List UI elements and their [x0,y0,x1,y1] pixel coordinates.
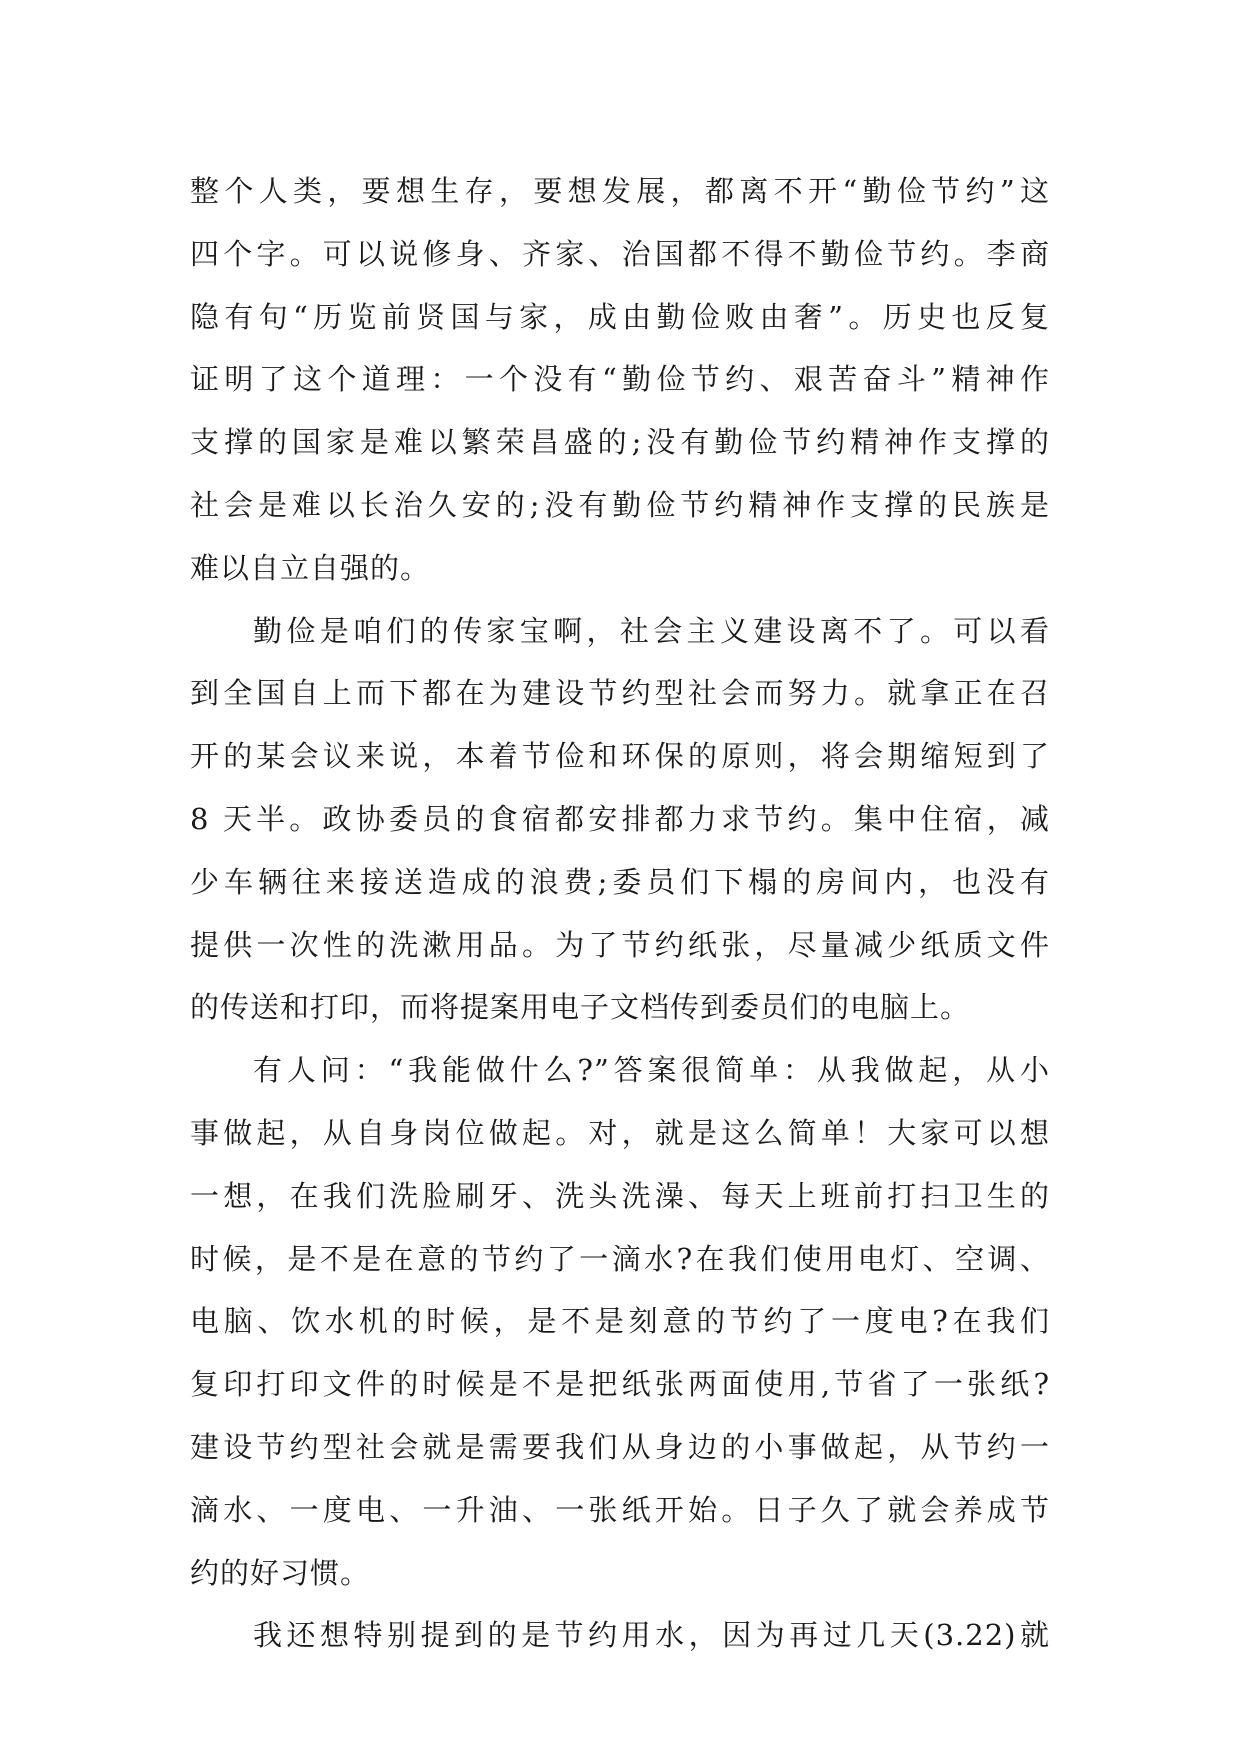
text-line: 提供一次性的洗漱用品。为了节约纸张，尽量减少纸质文件 [190,927,1050,962]
text-line: 隐有句“历览前贤国与家，成由勤俭败由奢”。历史也反复 [190,299,1050,334]
text-line: 建设节约型社会就是需要我们从身边的小事做起，从节约一 [190,1429,1050,1464]
text-line: 8 天半。政协委员的食宿都安排都力求节约。集中住宿，减 [190,801,1050,836]
text-line: 支撑的国家是难以繁荣昌盛的;没有勤俭节约精神作支撑的 [190,425,1050,460]
text-line: 约的好习惯。 [190,1555,371,1590]
text-line: 社会是难以长治久安的;没有勤俭节约精神作支撑的民族是 [190,487,1050,522]
text-line: 整个人类，要想生存，要想发展，都离不开“勤俭节约”这 [190,174,1050,208]
text-line: 到全国自上而下都在为建设节约型社会而努力。就拿正在召 [190,676,1050,711]
text-line: 难以自立自强的。 [190,550,431,585]
text-line: 我还想特别提到的是节约用水，因为再过几天(3.22)就 [253,1618,1050,1653]
text-line: 少车辆往来接送造成的浪费;委员们下榻的房间内，也没有 [190,864,1050,899]
text-line: 的传送和打印，而将提案用电子文档传到委员们的电脑上。 [190,990,971,1025]
text-line: 证明了这个道理：一个没有“勤俭节约、艰苦奋斗”精神作 [190,362,1050,397]
text-line: 电脑、饮水机的时候，是不是刻意的节约了一度电?在我们 [190,1304,1050,1339]
text-line: 时候，是不是在意的节约了一滴水?在我们使用电灯、空调、 [190,1241,1050,1276]
text-line: 滴水、一度电、一升油、一张纸开始。日子久了就会养成节 [190,1492,1050,1527]
text-line: 有人问：“我能做什么?”答案很简单：从我做起，从小 [253,1053,1050,1088]
text-line: 四个字。可以说修身、齐家、治国都不得不勤俭节约。李商 [190,236,1050,271]
text-line: 勤俭是咱们的传家宝啊，社会主义建设离不了。可以看 [253,613,1050,648]
text-line: 一想，在我们洗脸刷牙、洗头洗澡、每天上班前打扫卫生的 [190,1178,1050,1213]
text-line: 事做起，从自身岗位做起。对，就是这么简单！大家可以想 [190,1115,1050,1150]
text-line: 复印打印文件的时候是不是把纸张两面使用,节省了一张纸? [190,1367,1050,1402]
document-body [190,160,1050,1667]
text-line: 开的某会议来说，本着节俭和环保的原则，将会期缩短到了 [190,739,1050,774]
